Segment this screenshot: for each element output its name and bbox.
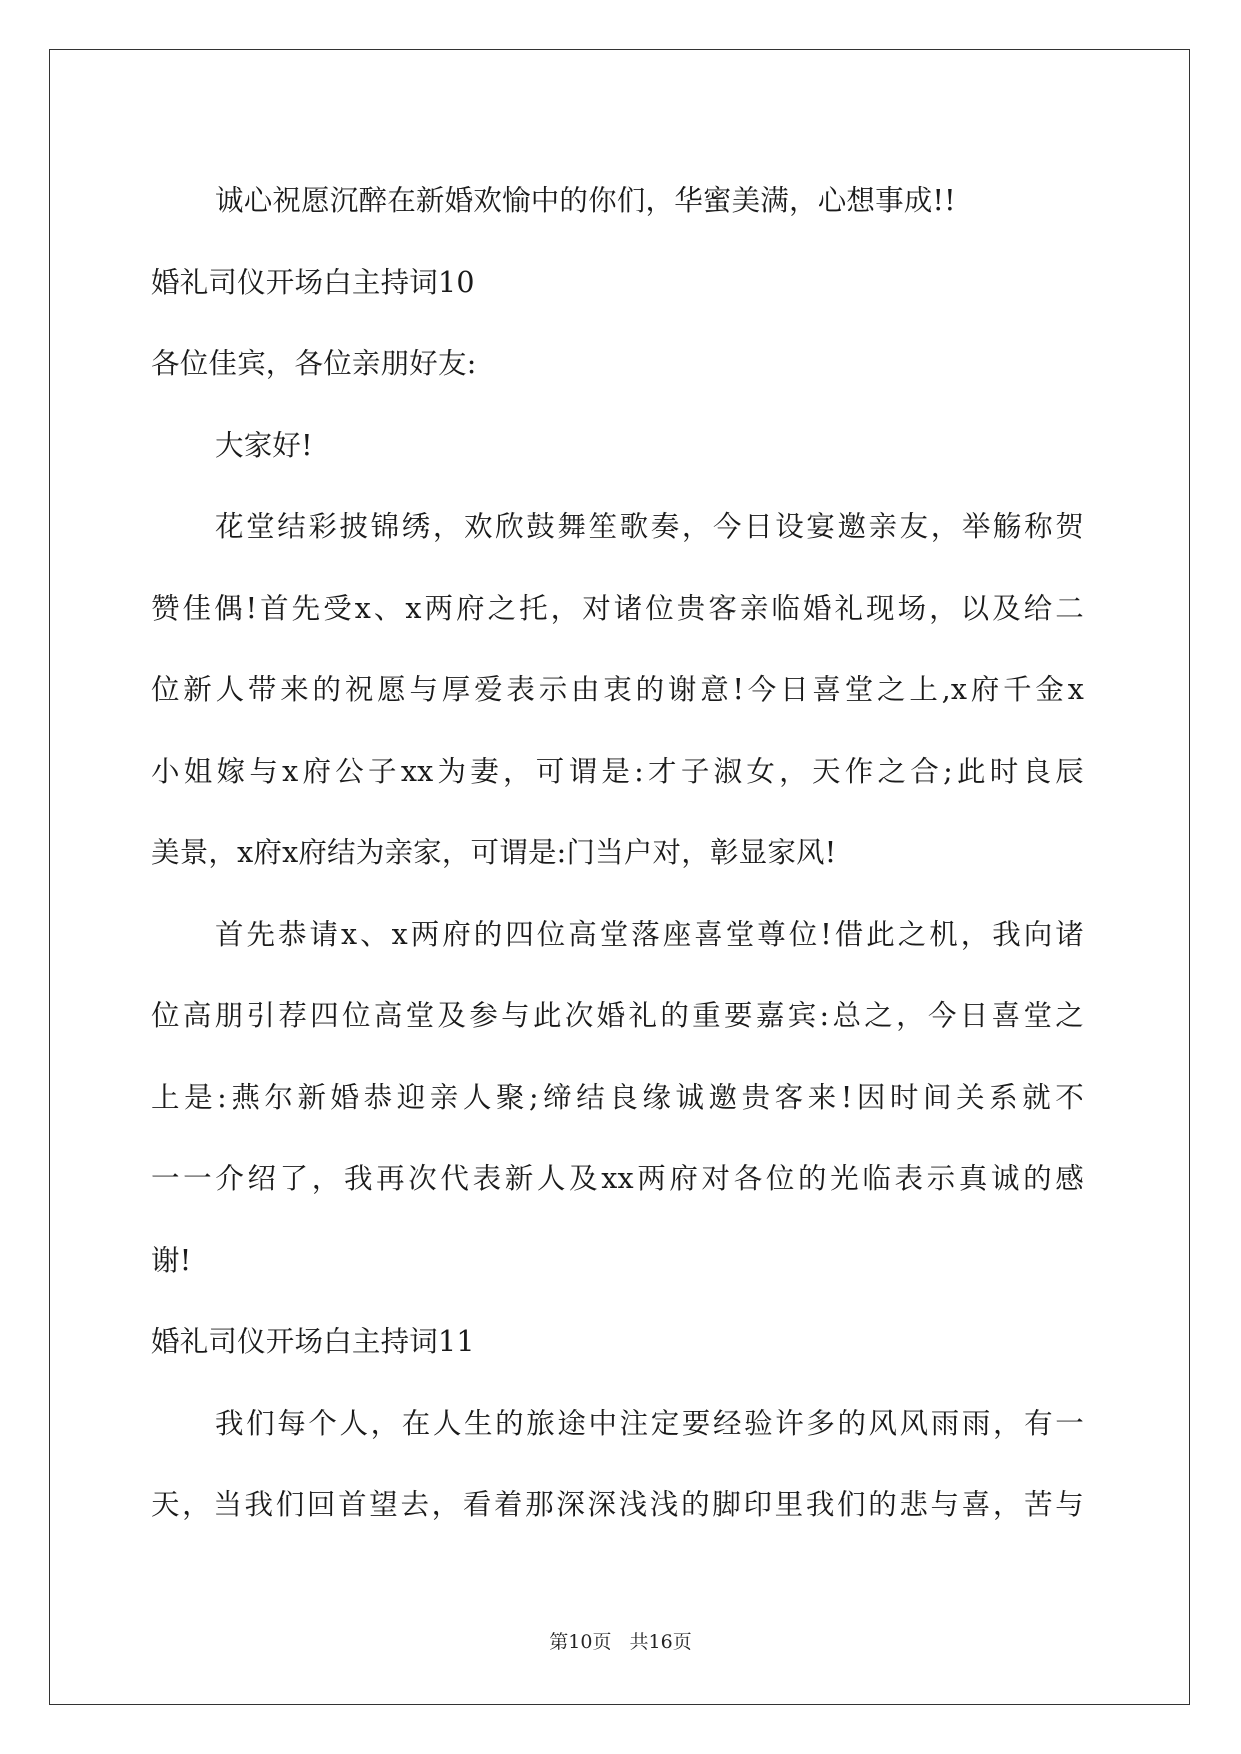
paragraph-line: 诚心祝愿沉醉在新婚欢愉中的你们，华蜜美满，心想事成!! [215,184,956,217]
page-number: 第10页 [549,1631,612,1653]
page-total: 共16页 [629,1631,692,1653]
paragraph-line: 首先恭请x、x两府的四位高堂落座喜堂尊位!借此之机，我向诸 [215,917,1084,951]
paragraph-line: 天，当我们回首望去，看着那深深浅浅的脚印里我们的悲与喜，苦与 [151,1488,1084,1521]
paragraph-line: 大家好! [215,428,313,462]
page-footer [0,1627,1241,1654]
paragraph-line: 位新人带来的祝愿与厚爱表示由衷的谢意!今日喜堂之上,x府千金x [151,673,1084,706]
paragraph-line: 花堂结彩披锦绣，欢欣鼓舞笙歌奏，今日设宴邀亲友，举觞称贺 [215,510,1084,543]
paragraph-line: 我们每个人，在人生的旅途中注定要经验许多的风风雨雨，有一 [215,1406,1084,1440]
section-heading: 婚礼司仪开场白主持词10 [151,265,475,299]
paragraph-line: 一一介绍了，我再次代表新人及xx两府对各位的光临表示真诚的感 [151,1162,1084,1195]
paragraph-line: 小姐嫁与x府公子xx为妻，可谓是:才子淑女，天作之合;此时良辰 [151,754,1084,788]
paragraph-line: 上是:燕尔新婚恭迎亲人聚;缔结良缘诚邀贵客来!因时间关系就不 [151,1080,1084,1114]
document-body [151,160,1084,1546]
paragraph-line: 谢! [151,1243,192,1277]
section-heading: 婚礼司仪开场白主持词11 [151,1325,475,1358]
paragraph-line: 赞佳偶!首先受x、x两府之托，对诸位贵客亲临婚礼现场，以及给二 [151,591,1084,625]
paragraph-line: 美景，x府x府结为亲家，可谓是:门当户对，彰显家风! [151,836,837,869]
salutation-line: 各位佳宾，各位亲朋好友: [151,347,477,380]
paragraph-line: 位高朋引荐四位高堂及参与此次婚礼的重要嘉宾:总之，今日喜堂之 [151,999,1084,1032]
